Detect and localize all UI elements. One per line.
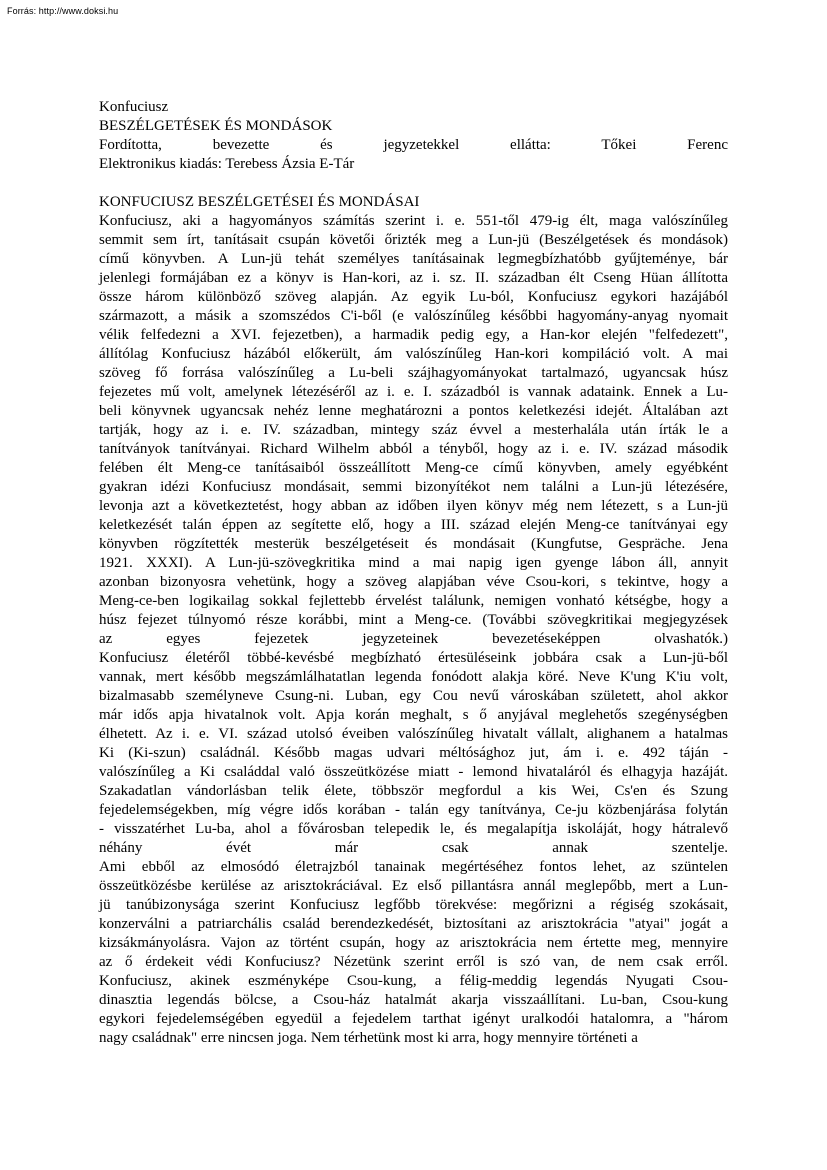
text-line: össze három különböző szöveg alapján. Az egyik Lu-ból, Konfuciusz egykori hazájából — [99, 289, 728, 305]
text-line: vannak, mert később megszámlálhatatlan legenda fonódott alakja köré. Neve K'ung K'iu volt, — [99, 669, 728, 685]
document-page — [99, 98, 728, 1048]
text-line: összeütközésbe kerülése az arisztokráciával. Ez első pillantásra annál meglepőbb, mert a Lun- — [99, 878, 728, 894]
blank-line — [99, 174, 728, 193]
text-line: bizalmasabb személyneve Csung-ni. Luban, egy Cou nevű városkában született, ahol akkor — [99, 688, 728, 704]
text-line: Szakadatlan vándorlásban telik élete, többször megfordul a kis Wei, Cs'en és Szung — [99, 783, 728, 799]
text-line: az egyes fejezetek jegyzeteinek bevezetéseképpen olvashatók.) — [99, 631, 728, 647]
text-line: Ki (Ki-szun) családnál. Később magas udvari méltósághoz jut, ám i. e. 492 táján - — [99, 745, 728, 761]
text-line: egykori fejedelemségében egyedül a fejedelem tarthat igényt uralkodói hatalomra, a "három — [99, 1011, 728, 1027]
text-line: nagy családnak" erre nincsen joga. Nem térhetünk most ki arra, hogy mennyire történeti a — [99, 1030, 638, 1046]
text-line: könyvben rögzítették mesterük beszélgetéseit és mondásait (Kungfutse, Gespräche. Jena — [99, 536, 728, 552]
translator-line: Fordította, bevezette és jegyzetekkel ellátta: Tőkei Ferenc — [99, 137, 728, 153]
text-line: Meng-ce-ben logikailag sokkal fejlettebb érvelést találunk, nemigen vonható kétségbe, hogy a — [99, 593, 728, 609]
text-line: élhetett. Az i. e. VI. század utolsó éveiben valószínűleg hivatalt vállalt, alighanem a hatalmas — [99, 726, 728, 742]
text-line: levonja azt a következtetést, hogy abban az időben ilyen könyv még nem létezett, s a Lun-jü — [99, 498, 728, 514]
text-line: kizsákmányolásra. Vajon az történt csupán, hogy az arisztokrácia nem értette meg, mennyire — [99, 935, 728, 951]
text-line: húsz fejezet túlnyomó része korábbi, mint a Meng-ce. (További szövegkritikai megjegyzések — [99, 612, 728, 628]
body-text — [99, 212, 728, 1048]
text-line: dinasztia legendás bölcse, a Csou-ház hatalmát akarja visszaállítani. Lu-ban, Csou-kung — [99, 992, 728, 1008]
text-line: származott, a másik a szomszédos C'i-ből (e valószínűleg későbbi hagyomány-anyag nyomait — [99, 308, 728, 324]
text-line: jelenlegi formájában ez a könyv is Han-kori, az i. sz. II. században élt Cseng Hüan állította — [99, 270, 728, 286]
text-line: című könyvben. A Lun-jü tehát személyes tanításainak legmegbízhatóbb gyűjteménye, bár — [99, 251, 728, 267]
text-line: vélik felfedezni a XVI. fejezetben), a harmadik pedig egy, a Han-kor elején "felfedezett", — [99, 327, 728, 343]
book-title: BESZÉLGETÉSEK ÉS MONDÁSOK — [99, 118, 333, 134]
text-line: gyakran idézi Konfuciusz mondásait, semmi bizonyítékot nem találni a Lun-jü létezésére, — [99, 479, 728, 495]
text-line: jü tanúbizonysága szerint Konfuciusz legfőbb törekvése: megőrizni a régiség szokásait, — [99, 897, 728, 913]
text-line: szöveg fő forrása valószínűleg a Lu-beli szájhagyományokat tartalmazó, ugyancsak húsz — [99, 365, 728, 381]
text-line: tartják, hogy az i. e. IV. században, mintegy száz évvel a mesterhalála után írták le a — [99, 422, 728, 438]
text-line: fejezetes mű volt, amelynek létezéséről az i. e. I. századból is vannak adataink. Ennek a Lu- — [99, 384, 728, 400]
text-line: fejedelemségekben, míg végre idős korában - talán egy tanítványa, Ce-ju közbenjárása folytán — [99, 802, 728, 818]
text-line: semmit sem írt, tanításait csupán követői őrizték meg a Lun-jü (Beszélgetések és mondások) — [99, 232, 728, 248]
text-line: azonban bizonyosra vehetünk, hogy a szöveg alapjában véve Csou-kori, s tekintve, hogy a — [99, 574, 728, 590]
text-line: Ami ebből az elmosódó életrajzból tanainak megértéséhez fontos lehet, az szüntelen — [99, 859, 728, 875]
text-line: konzerválni a patriarchális család berendezkedését, biztosítani az arisztokrácia "atyai" jogát a — [99, 916, 728, 932]
source-url-note: Forrás: http://www.doksi.hu — [7, 6, 119, 16]
edition-line: Elektronikus kiadás: Terebess Ázsia E-Tár — [99, 156, 355, 172]
text-line: néhány évét már csak annak szentelje. — [99, 840, 728, 856]
text-line: Konfuciusz, akinek eszményképe Csou-kung, a félig-meddig legendás Nyugati Csou- — [99, 973, 728, 989]
text-line: valószínűleg a Ki családdal való összeütközése miatt - lemond hivataláról és elhagyja hazáját. — [99, 764, 728, 780]
text-line: már idős apja hivatalnok volt. Apja korán meghalt, s ő anyjával meglehetős szegénységben — [99, 707, 728, 723]
text-line: beli könyvnek ugyancsak nehéz lenne meghatározni a pontos keletkezési idejét. Általában azt — [99, 403, 728, 419]
text-line: tanítványok tanítványai. Richard Wilhelm abból a tényből, hogy az i. e. IV. század második — [99, 441, 728, 457]
text-line: felében élt Meng-ce tanításaiból összeállított Meng-ce című könyvben, amely egyébként — [99, 460, 728, 476]
text-line: - visszatérhet Lu-ba, ahol a fővárosban telepedik le, és megalapítja iskoláját, hogy hátralevő — [99, 821, 728, 837]
section-title: KONFUCIUSZ BESZÉLGETÉSEI ÉS MONDÁSAI — [99, 194, 420, 210]
text-line: Konfuciusz, aki a hagyományos számítás szerint i. e. 551-től 479-ig élt, maga valószínűleg — [99, 213, 728, 229]
text-line: keletkezését talán éppen az segítette elő, hogy a III. század elején Meng-ce tanítványai egy — [99, 517, 728, 533]
text-line: 1921. XXXI). A Lun-jü-szövegkritika mind a mai napig igen gyenge lábon áll, annyit — [99, 555, 728, 571]
author-line: Konfuciusz — [99, 99, 169, 115]
text-line: állítólag Konfuciusz házából előkerült, ám valószínűleg Han-kori kompiláció volt. A mai — [99, 346, 728, 362]
text-line: az ő érdekeit védi Konfuciusz? Nézetünk szerint erről is szó van, de nem csak erről. — [99, 954, 728, 970]
text-line: Konfuciusz életéről többé-kevésbé megbízható értesüléseink jobbára csak a Lun-jü-ből — [99, 650, 728, 666]
